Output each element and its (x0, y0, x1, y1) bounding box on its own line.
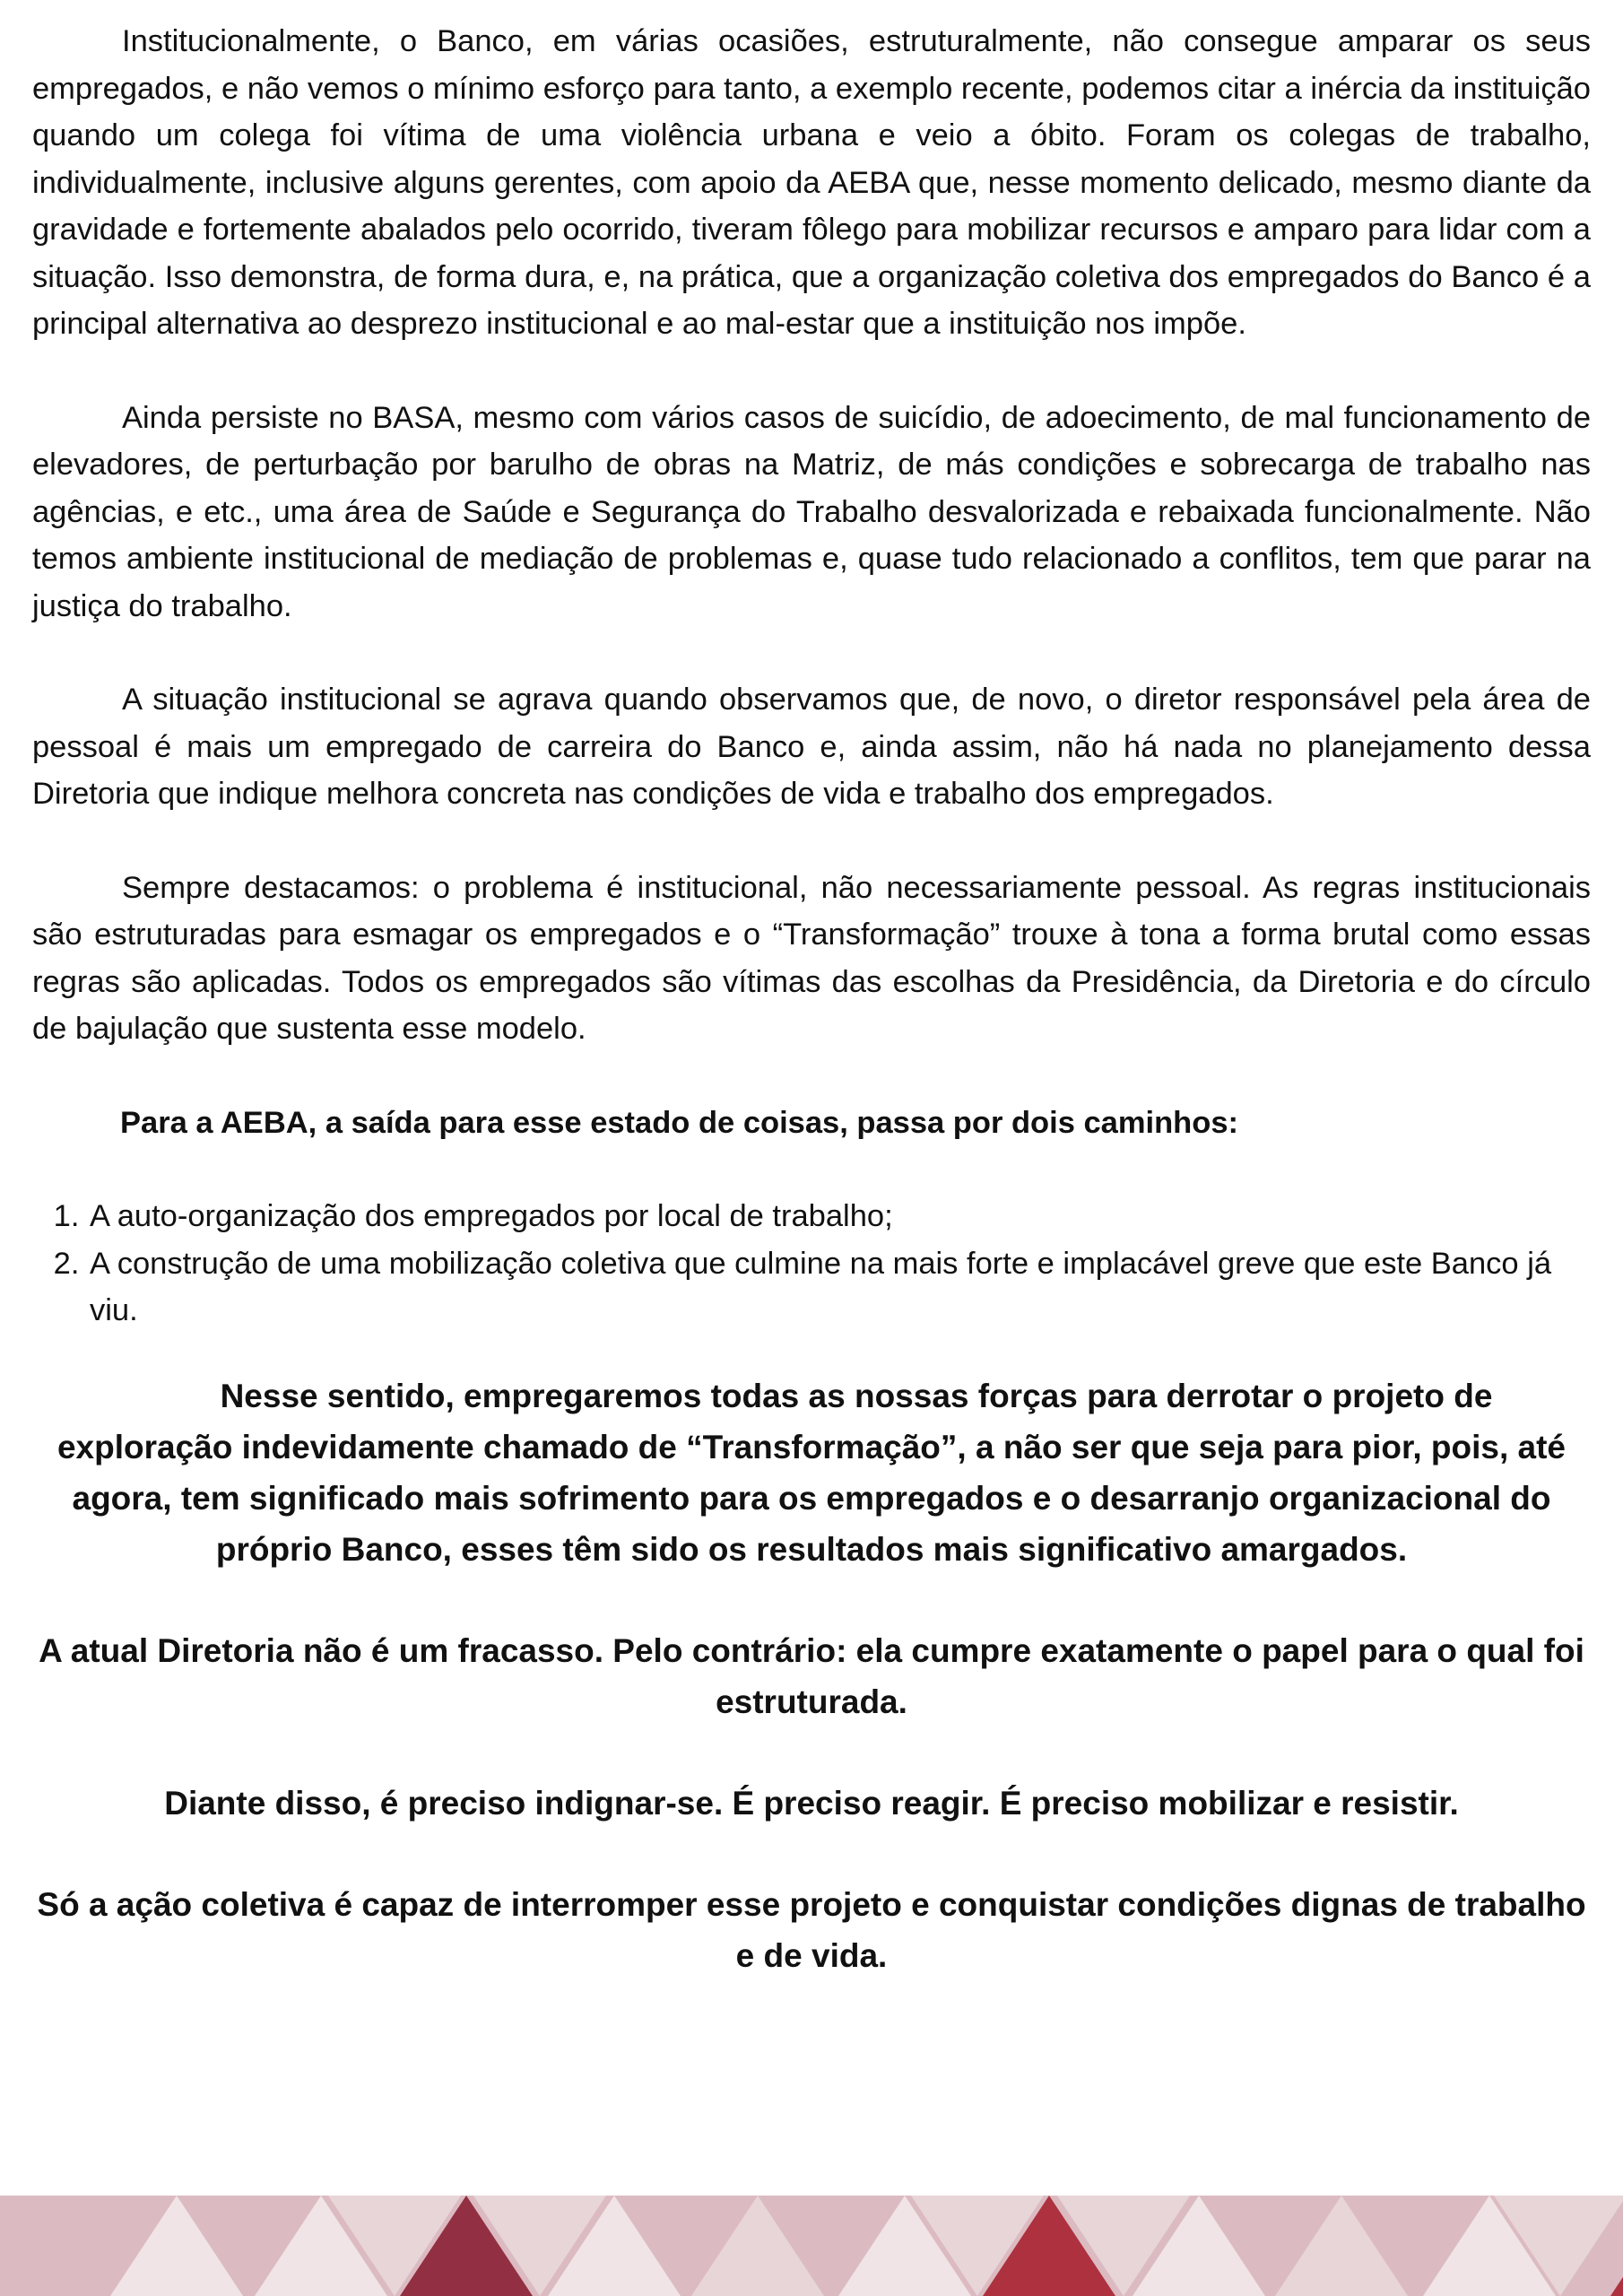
closing-statement: Nesse sentido, empregaremos todas as nossas forças para derrotar o projeto de exploração indevidamente chamado de “Transformação”, a não ser que seja para pior, pois, até agora, tem significado mais sofrimento para os empregados e o desarranjo organizacional do próprio Banco, esses têm sido os resultados mais significativo amargados. (56, 1377, 1567, 1568)
closing-statement: Diante disso, é preciso indignar-se. É preciso reagir. É preciso mobilizar e resistir. (164, 1784, 1459, 1822)
paragraph-institutional: Institucionalmente, o Banco, em várias ocasiões, estruturalmente, não consegue amparar os seus empregados, e não vemos o mínimo esforço para tanto, a exemplo recente, podemos citar a inércia da instituição quando um colega foi vítima de uma violência urbana e veio a óbito. Foram os colegas de trabalho, individualmente, inclusive alguns gerentes, com apoio da AEBA que, nesse momento delicado, mesmo diante da gravidade e fortemente abalados pelo ocorrido, tiveram fôlego para mobilizar recursos e amparo para lidar com a situação. Isso demonstra, de forma dura, e, na prática, que a organização coletiva dos empregados do Banco é a principal alternativa ao desprezo institucional e ao mal-estar que a instituição nos impõe. (32, 24, 1591, 341)
lead-statement: Para a AEBA, a saída para esse estado de coisas, passa por dois caminhos: (120, 1105, 1239, 1140)
paragraph-basa: Ainda persiste no BASA, mesmo com vários casos de suicídio, de adoecimento, de mal funcionamento de elevadores, de perturbação por barulho de obras na Matriz, de más condições e sobrecarga de trabalho nas agências, e etc., uma área de Saúde e Segurança do Trabalho desvalorizada e rebaixada funcionalmente. Não temos ambiente institucional de mediação de problemas e, quase tudo relacionado a conflitos, tem que parar na justiça do trabalho. (32, 400, 1591, 623)
paths-list (32, 1193, 1591, 1335)
decorative-triangle-band (0, 2196, 1623, 2296)
closing-statement: Só a ação coletiva é capaz de interromper esse projeto e conquistar condições dignas de trabalho e de vida. (37, 1885, 1586, 1974)
paragraph-diretoria: A situação institucional se agrava quando observamos que, de novo, o diretor responsável pela área de pessoal é mais um empregado de carreira do Banco e, ainda assim, não há nada no planejamento dessa Diretoria que indique melhora concreta nas condições de vida e trabalho dos empregados. (32, 683, 1591, 811)
document-page (32, 18, 1591, 2031)
paragraph-transformacao: Sempre destacamos: o problema é institucional, não necessariamente pessoal. As regras institucionais são estruturadas para esmagar os empregados e o “Transformação” trouxe à tona a forma brutal como essas regras são aplicadas. Todos os empregados são vítimas das escolhas da Presidência, da Diretoria e do círculo de bajulação que sustenta esse modelo. (32, 870, 1591, 1046)
closing-statement: A atual Diretoria não é um fracasso. Pelo contrário: ela cumpre exatamente o papel para o qual foi estruturada. (39, 1631, 1584, 1720)
list-item: 1. A auto-organização dos empregados por local de trabalho; (88, 1193, 1591, 1240)
list-item: 2. A construção de uma mobilização coletiva que culmine na mais forte e implacável greve que este Banco já viu. (88, 1240, 1591, 1335)
